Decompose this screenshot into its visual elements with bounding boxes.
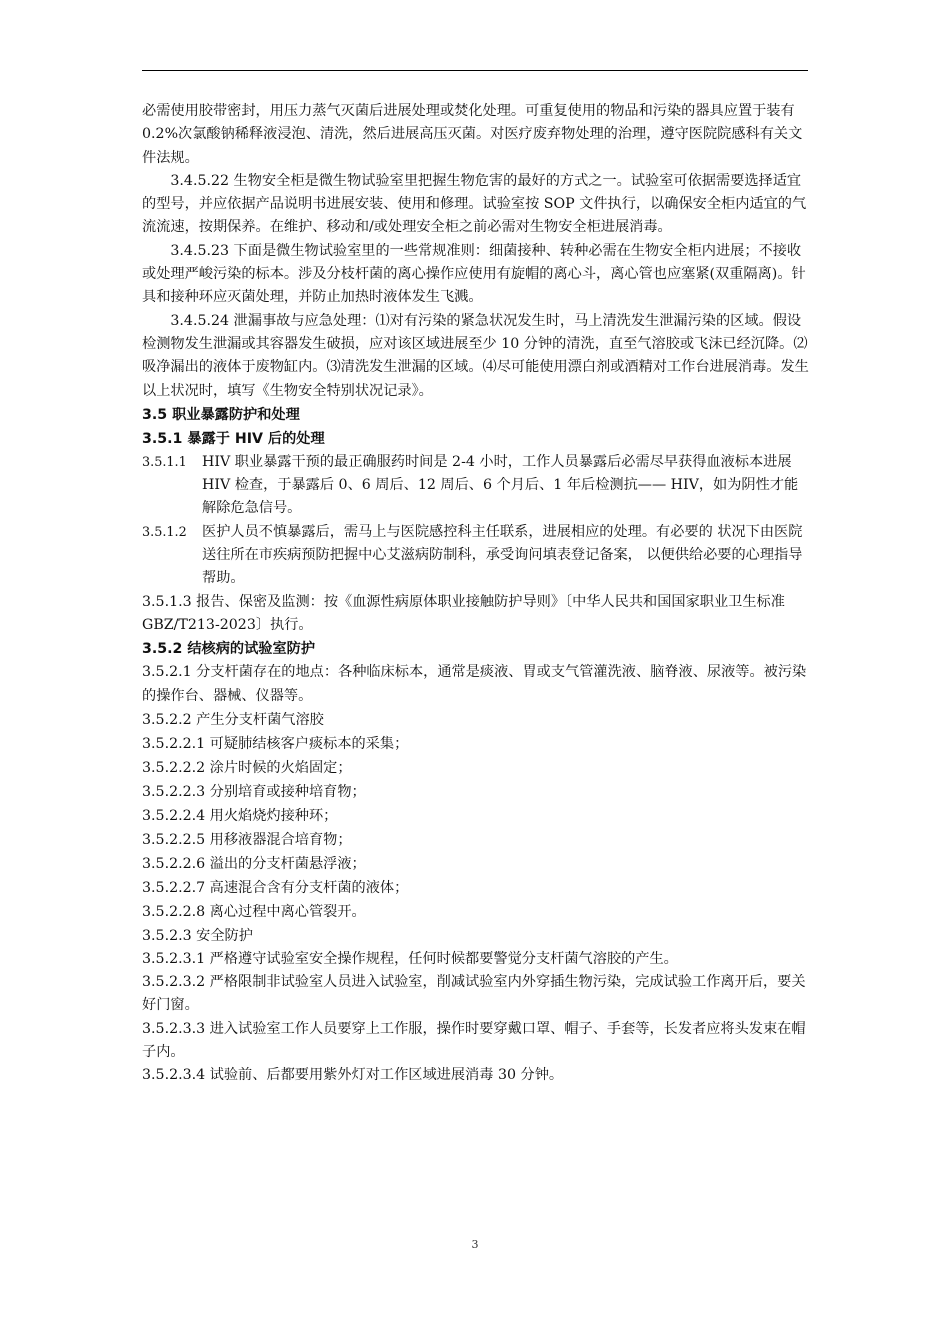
paragraph-3-5-2-1: 3.5.2.1 分支杆菌存在的地点：各种临床标本，通常是痰液、胃或支气管灌洗液、脑脊液、尿液等。被污染的操作台、器械、仪器等。	[142, 664, 807, 704]
list-item: 3.5.2.3.4 试验前、后都要用紫外灯对工作区域进展消毒 30 分钟。	[142, 1067, 564, 1084]
page-number: 3	[471, 1238, 479, 1251]
list-item: 3.5.2.2.4 用火焰烧灼接种环；	[142, 807, 338, 824]
line-3-5-2-3: 3.5.2.3 安全防护	[142, 927, 253, 944]
heading-3-5-1: 3.5.1 暴露于 HIV 后的处理	[142, 430, 325, 447]
document-body	[142, 100, 810, 1088]
list-item-3-5-1-1	[142, 451, 810, 521]
list-item: 3.5.2.3.3 进入试验室工作人员要穿上工作服，操作时要穿戴口罩、帽子、手套等，长发者应将头发束在帽子内。	[142, 1020, 806, 1061]
item-number: 3.5.1.2	[142, 524, 187, 540]
item-text: 医护人员不慎暴露后，需马上与医院感控科主任联系，进展相应的处理。有必要的 状况下由医院送往所在市疾病预防把握中心艾滋病防制科，承受询问填表登记备案， 以便供给必要的心理指导帮助。	[202, 523, 803, 587]
line-3-5-2-2: 3.5.2.2 产生分支杆菌气溶胶	[142, 711, 324, 728]
list-item: 3.5.2.2.3 分别培育或接种培育物；	[142, 783, 366, 800]
list-item: 3.5.2.2.5 用移液器混合培育物；	[142, 831, 352, 848]
list-item: 3.5.2.2.1 可疑肺结核客户痰标本的采集；	[142, 735, 409, 752]
list-item-3-5-1-2	[142, 521, 810, 591]
list-item: 3.5.2.2.2 涂片时候的火焰固定；	[142, 759, 352, 776]
heading-3-5: 3.5 职业暴露防护和处理	[142, 406, 300, 423]
paragraph-disposal: 必需使用胶带密封，用压力蒸气灭菌后进展处理或焚化处理。可重复使用的物品和污染的器具应置于装有 0.2%次氯酸钠稀释液浸泡、清洗，然后进展高压灭菌。对医疗废弃物处理的治理，遵守医院院感科有关文件法规。	[142, 103, 803, 166]
heading-3-5-2: 3.5.2 结核病的试验室防护	[142, 641, 316, 658]
list-item: 3.5.2.3.2 严格限制非试验室人员进入试验室，削减试验室内外穿插生物污染，完成试验工作离开后，要关好门窗。	[142, 974, 806, 1014]
header-rule	[142, 70, 808, 71]
list-item: 3.5.2.2.7 高速混合含有分支杆菌的液体；	[142, 879, 409, 896]
item-text: HIV 职业暴露干预的最正确服药时间是 2-4 小时，工作人员暴露后必需尽早获得血液标本进展 HIV 检查，于暴露后 0、6 周后、12 周后、6 个月后、1 年后检测抗—— HIV，如为阴性才能解除危急信号。	[202, 453, 799, 517]
list-item: 3.5.2.2.8 离心过程中离心管裂开。	[142, 903, 366, 920]
paragraph-3-4-5-24: 3.4.5.24 泄漏事故与应急处理：⑴对有污染的紧急状况发生时，马上清洗发生泄漏污染的区域。假设检测物发生泄漏或其容器发生破损，应对该区域进展至少 10 分钟的清洗，直至气溶胶或飞沫已经沉降。⑵吸净漏出的液体于废物缸内。⑶清洗发生泄漏的区域。⑷尽可能使用漂白剂或酒精对工作台进展消毒。发生以上状况时，填写《生物安全特别状况记录》。	[142, 312, 809, 399]
paragraph-3-4-5-23: 3.4.5.23 下面是微生物试验室里的一些常规准则：细菌接种、转种必需在生物安全柜内进展；不接收或处理严峻污染的标本。涉及分枝杆菌的离心操作应使用有旋帽的离心斗，离心管也应塞紧(双重隔离)。针具和接种环应灭菌处理，并防止加热时液体发生飞溅。	[142, 242, 806, 306]
item-number: 3.5.1.1	[142, 454, 187, 470]
list-item: 3.5.2.2.6 溢出的分支杆菌悬浮液；	[142, 855, 366, 872]
paragraph-3-5-1-3: 3.5.1.3 报告、保密及监测：按《血源性病原体职业接触防护导则》〔中华人民共和国国家职业卫生标准 GBZ/T213-2023〕执行。	[142, 593, 785, 633]
paragraph-3-4-5-22: 3.4.5.22 生物安全柜是微生物试验室里把握生物危害的最好的方式之一。试验室可依据需要选择适宜的型号，并应依据产品说明书进展安装、使用和修理。试验室按 SOP 文件执行，以确保安全柜内适宜的气流流速，按期保养。在维护、移动和/或处理安全柜之前必需对生物安全柜进展消毒。	[142, 172, 807, 236]
list-item: 3.5.2.3.1 严格遵守试验室安全操作规程，任何时候都要警觉分支杆菌气溶胶的产生。	[142, 950, 678, 967]
